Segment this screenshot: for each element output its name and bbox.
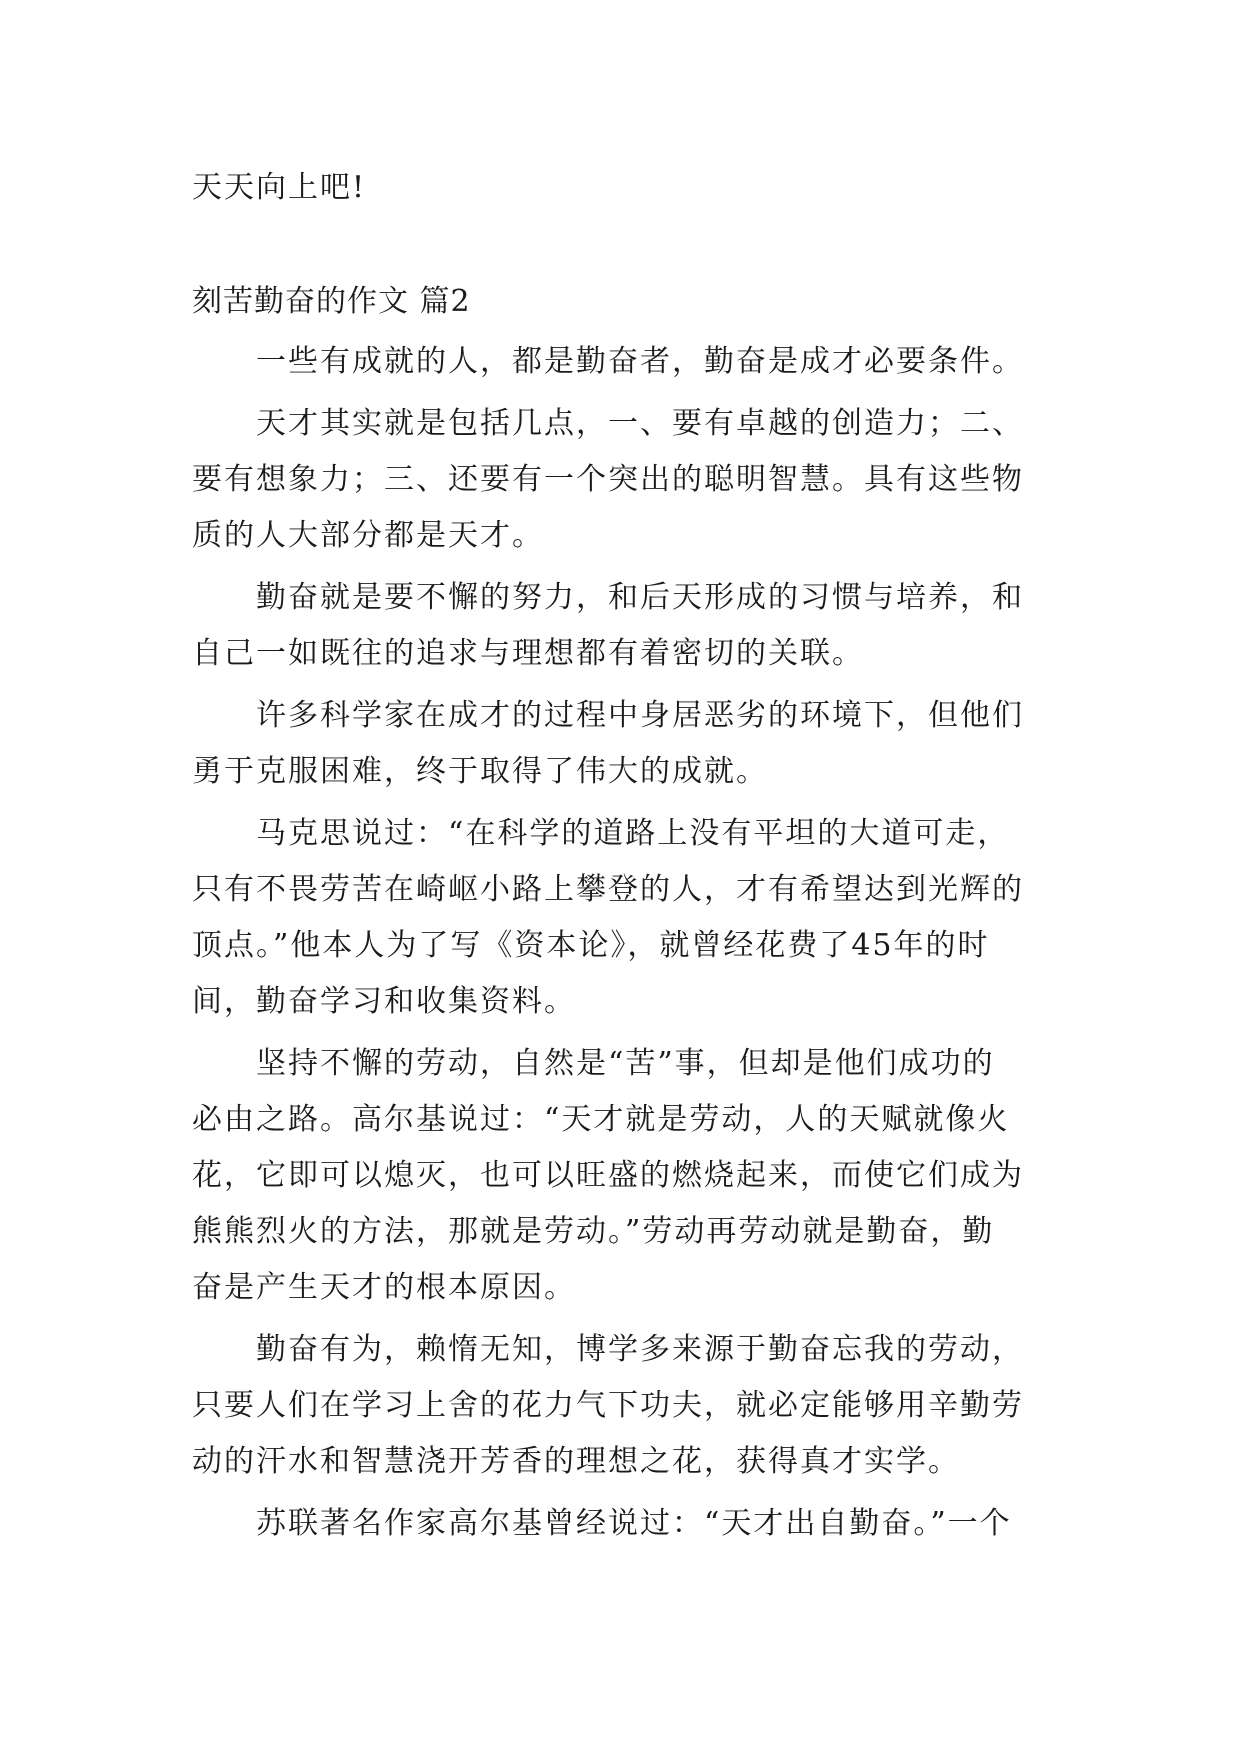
paragraph-line: 苏联著名作家高尔基曾经说过：“天才出自勤奋。”一个	[256, 1506, 1012, 1541]
paragraph-line: 要有想象力；三、还要有一个突出的聪明智慧。具有这些物	[192, 462, 1024, 497]
paragraph-line: 勤奋有为，赖惰无知，博学多来源于勤奋忘我的劳动，	[256, 1332, 1024, 1367]
paragraph-line: 必由之路。高尔基说过：“天才就是劳动，人的天赋就像火	[192, 1102, 1010, 1137]
essay-heading: 刻苦勤奋的作文 篇2	[192, 284, 471, 319]
paragraph-line: 许多科学家在成才的过程中身居恶劣的环境下，但他们	[256, 698, 1024, 733]
paragraph-line: 顶点。”他本人为了写《资本论》，就曾经花费了45年的时	[192, 928, 990, 963]
paragraph-line: 坚持不懈的劳动，自然是“苦”事，但却是他们成功的	[256, 1046, 995, 1081]
paragraph-line: 勤奋就是要不懈的努力，和后天形成的习惯与培养，和	[256, 580, 1024, 615]
paragraph-line: 马克思说过：“在科学的道路上没有平坦的大道可走，	[256, 816, 1010, 851]
paragraph-line: 间，勤奋学习和收集资料。	[192, 984, 576, 1019]
closing-line: 天天向上吧!	[192, 170, 367, 205]
paragraph-line: 质的人大部分都是天才。	[192, 518, 544, 553]
paragraph-line: 动的汗水和智慧浇开芳香的理想之花，获得真才实学。	[192, 1444, 960, 1479]
paragraph-line: 勇于克服困难，终于取得了伟大的成就。	[192, 754, 768, 789]
paragraph-line: 花，它即可以熄灭，也可以旺盛的燃烧起来，而使它们成为	[192, 1158, 1024, 1193]
paragraph-line: 天才其实就是包括几点，一、要有卓越的创造力；二、	[256, 406, 1024, 441]
paragraph-line: 熊熊烈火的方法，那就是劳动。”劳动再劳动就是勤奋，勤	[192, 1214, 995, 1249]
paragraph-line: 只要人们在学习上舍的花力气下功夫，就必定能够用辛勤劳	[192, 1388, 1024, 1423]
paragraph-line: 只有不畏劳苦在崎岖小路上攀登的人，才有希望达到光辉的	[192, 872, 1024, 907]
paragraph-line: 奋是产生天才的根本原因。	[192, 1270, 576, 1305]
paragraph-line: 自己一如既往的追求与理想都有着密切的关联。	[192, 636, 864, 671]
paragraph-line: 一些有成就的人，都是勤奋者，勤奋是成才必要条件。	[256, 344, 1024, 379]
